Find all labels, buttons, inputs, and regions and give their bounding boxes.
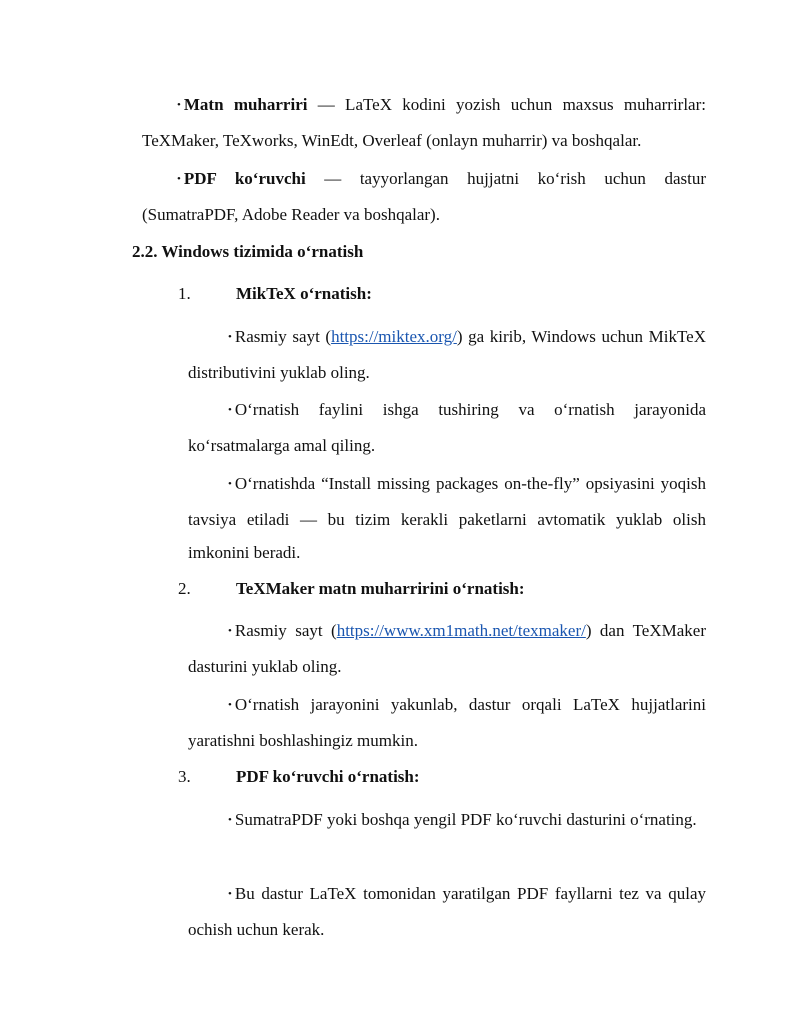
miktex-link[interactable]: https://miktex.org/ (331, 327, 457, 346)
term-label: PDF ko‘ruvchi (183, 169, 306, 188)
step-2-bullet-1 (188, 614, 706, 683)
bullet-icon: • (228, 888, 232, 900)
texmaker-link[interactable]: https://www.xm1math.net/texmaker/ (336, 621, 586, 640)
bullet-icon: • (228, 625, 232, 637)
bullet-icon: • (228, 699, 232, 711)
bullet-icon: • (228, 478, 232, 490)
paragraph-text: O‘rnatish faylini ishga tushiring va o‘rnatish jarayonida ko‘rsatmalarga amal qiling. (188, 400, 706, 455)
paragraph-text: SumatraPDF yoki boshqa yengil PDF ko‘ruvchi dasturini o‘rnating. (234, 810, 697, 829)
step-1-bullet-2 (188, 393, 706, 462)
paragraph-text: O‘rnatish jarayonini yakunlab, dastur orqali LaTeX hujjatlarini yaratishni boshlashingiz mumkin. (188, 695, 706, 750)
bullet-icon: • (177, 173, 181, 185)
paragraph-text: — tayyorlangan hujjatni ko‘rish uchun dastur (SumatraPDF, Adobe Reader va boshqalar). (142, 169, 706, 224)
bullet-icon: • (177, 99, 181, 111)
bullet-icon: • (228, 814, 232, 826)
paragraph-text: ) ga kirib, Windows uchun MikTeX distributivini yuklab oling. (188, 327, 706, 382)
paragraph-text: — LaTeX kodini yozish uchun maxsus muharrirlar: TeXMaker, TeXworks, WinEdt, Overleaf (onlayn muharrir) va boshqalar. (142, 95, 706, 150)
bullet-icon: • (228, 404, 232, 416)
step-3-bullet-2 (188, 877, 706, 946)
step-title: PDF ko‘ruvchi o‘rnatish: (236, 767, 420, 786)
step-3-bullet-1 (188, 803, 706, 839)
bullet-icon: • (228, 331, 232, 343)
step-number: 1. (178, 284, 191, 303)
step-number: 3. (178, 767, 191, 786)
step-1-bullet-1 (188, 320, 706, 389)
step-2-bullet-2 (188, 688, 706, 757)
step-title: TeXMaker matn muharririni o‘rnatish: (236, 579, 525, 598)
paragraph-text: Bu dastur LaTeX tomonidan yaratilgan PDF fayllarni tez va qulay ochish uchun kerak. (188, 884, 706, 939)
intro-editor-paragraph (142, 88, 706, 157)
step-title: MikTeX o‘rnatish: (236, 284, 372, 303)
term-label: Matn muharriri (183, 95, 308, 114)
section-heading: 2.2. Windows tizimida o‘rnatish (132, 242, 364, 261)
paragraph-text: Rasmiy sayt ( (234, 621, 337, 640)
paragraph-text: Rasmiy sayt ( (234, 327, 332, 346)
paragraph-text: O‘rnatishda “Install missing packages on-the-fly” opsiyasini yoqish tavsiya etiladi — bu tizim kerakli paketlarni avtomatik yuklab olish imkonini beradi. (188, 474, 706, 562)
intro-pdf-viewer-paragraph (142, 162, 706, 231)
step-1-bullet-3 (188, 467, 706, 569)
step-number: 2. (178, 579, 191, 598)
paragraph-text: ) dan TeXMaker dasturini yuklab oling. (188, 621, 706, 676)
